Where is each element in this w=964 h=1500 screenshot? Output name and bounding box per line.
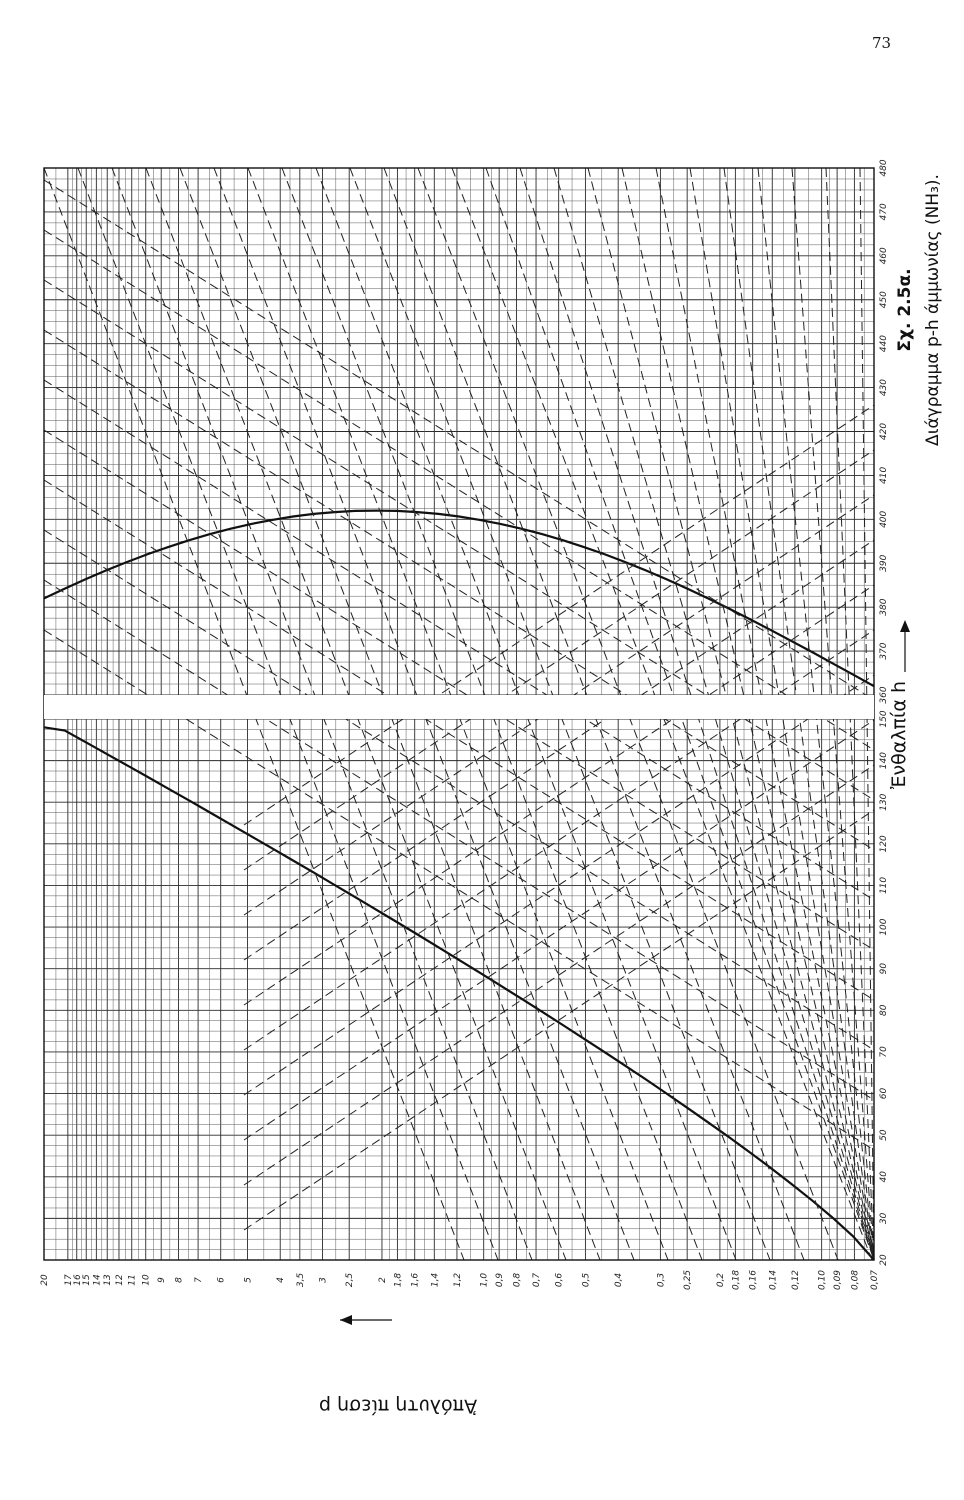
pressure-tick-label: 16 bbox=[72, 1274, 83, 1286]
pressure-tick bbox=[453, 1273, 463, 1288]
chart-break-strip bbox=[44, 695, 874, 719]
pressure-tick-label: 0,08 bbox=[850, 1269, 861, 1291]
pressure-tick-label: 0,4 bbox=[614, 1272, 625, 1288]
pressure-tick-label: 0,18 bbox=[731, 1269, 742, 1291]
enthalpy-tick bbox=[879, 963, 889, 975]
pressure-tick-label: 8 bbox=[174, 1277, 185, 1283]
page-number: 73 bbox=[872, 34, 892, 52]
enthalpy-tick bbox=[879, 1254, 889, 1266]
enthalpy-tick-label: 140 bbox=[879, 752, 889, 770]
enthalpy-tick bbox=[879, 642, 889, 659]
pressure-tick-label: 0,5 bbox=[581, 1272, 592, 1288]
pressure-tick bbox=[296, 1273, 306, 1288]
enthalpy-tick-label: 20 bbox=[879, 1254, 889, 1266]
y-axis-title-text: Ἀπόλυτη πίεση p bbox=[318, 1395, 478, 1417]
enthalpy-tick bbox=[879, 247, 889, 264]
enthalpy-tick bbox=[879, 379, 889, 396]
enthalpy-tick bbox=[879, 335, 889, 352]
pressure-tick-label: 9 bbox=[157, 1277, 168, 1283]
caption-sub bbox=[923, 174, 943, 446]
enthalpy-tick-label: 440 bbox=[879, 335, 889, 353]
pressure-tick-label: 12 bbox=[114, 1274, 125, 1286]
pressure-tick bbox=[480, 1273, 490, 1288]
pressure-tick bbox=[683, 1270, 693, 1290]
pressure-tick-label: 1,4 bbox=[430, 1272, 441, 1288]
pressure-tick bbox=[174, 1277, 184, 1283]
enthalpy-tick bbox=[879, 1004, 889, 1016]
pressure-tick bbox=[142, 1274, 152, 1286]
pressure-tick bbox=[850, 1270, 860, 1290]
enthalpy-tick bbox=[879, 598, 889, 615]
pressure-tick-label: 0,25 bbox=[683, 1269, 694, 1291]
pressure-tick-label: 11 bbox=[127, 1274, 138, 1286]
enthalpy-tick bbox=[879, 1212, 889, 1224]
enthalpy-tick-label: 150 bbox=[879, 710, 889, 728]
pressure-tick-label: 17 bbox=[63, 1274, 74, 1286]
enthalpy-tick-label: 90 bbox=[879, 962, 889, 975]
pressure-tick-label: 7 bbox=[194, 1277, 205, 1283]
pressure-tick-label: 14 bbox=[92, 1274, 103, 1286]
pressure-tick bbox=[731, 1270, 741, 1290]
x-axis-title bbox=[888, 681, 910, 789]
pressure-tick bbox=[103, 1274, 113, 1286]
enthalpy-tick-label: 80 bbox=[879, 1004, 889, 1017]
pressure-tick bbox=[512, 1273, 522, 1288]
pressure-tick bbox=[194, 1277, 204, 1283]
enthalpy-tick bbox=[879, 467, 889, 484]
pressure-tick bbox=[818, 1270, 828, 1290]
pressure-tick bbox=[495, 1273, 505, 1288]
pressure-tick-label: 1,2 bbox=[452, 1272, 463, 1288]
pressure-tick bbox=[40, 1274, 50, 1286]
pressure-tick bbox=[791, 1270, 801, 1290]
isentrope-line bbox=[44, 180, 874, 700]
caption-title: Σχ. 2.5α. bbox=[895, 268, 915, 352]
pressure-tick bbox=[656, 1273, 666, 1288]
pressure-tick bbox=[92, 1274, 102, 1286]
isentrope-line bbox=[44, 230, 874, 750]
pressure-tick-label: 3 bbox=[318, 1277, 329, 1283]
x-axis-title-text: Ἐνθαλπία h bbox=[888, 681, 910, 789]
pressure-tick bbox=[157, 1277, 167, 1283]
y-axis-title bbox=[319, 1395, 477, 1417]
enthalpy-tick-label: 120 bbox=[879, 835, 889, 853]
pressure-tick-label: 2 bbox=[377, 1277, 388, 1283]
enthalpy-tick-label: 380 bbox=[879, 598, 889, 616]
chart-tick-labels bbox=[40, 159, 889, 1290]
pressure-tick-label: 0,2 bbox=[715, 1272, 726, 1288]
pressure-tick bbox=[749, 1270, 759, 1290]
saturated-liquid-curve bbox=[44, 727, 874, 1260]
enthalpy-tick bbox=[879, 1171, 889, 1183]
caption bbox=[895, 268, 915, 351]
pressure-tick bbox=[115, 1274, 125, 1286]
pressure-tick bbox=[393, 1273, 403, 1288]
pressure-tick bbox=[243, 1277, 253, 1283]
enthalpy-tick-label: 410 bbox=[879, 466, 889, 485]
enthalpy-tick bbox=[879, 793, 889, 810]
pressure-tick bbox=[82, 1274, 92, 1286]
enthalpy-tick bbox=[879, 1088, 889, 1100]
pressure-tick bbox=[318, 1277, 328, 1283]
enthalpy-tick-label: 30 bbox=[879, 1212, 889, 1225]
y-axis-arrow bbox=[340, 1315, 392, 1325]
enthalpy-tick-label: 360 bbox=[879, 686, 889, 704]
pressure-tick bbox=[217, 1277, 227, 1283]
enthalpy-tick bbox=[879, 159, 889, 176]
enthalpy-tick-label: 110 bbox=[879, 876, 889, 895]
pressure-tick-label: 0,09 bbox=[833, 1269, 844, 1291]
pressure-tick-label: 0,10 bbox=[817, 1269, 828, 1291]
enthalpy-tick bbox=[879, 203, 889, 220]
pressure-tick bbox=[532, 1273, 542, 1288]
pressure-tick bbox=[430, 1273, 440, 1288]
pressure-tick-label: 0,07 bbox=[870, 1269, 880, 1291]
pressure-tick bbox=[833, 1270, 843, 1290]
pressure-tick bbox=[614, 1273, 624, 1288]
pressure-tick bbox=[128, 1274, 138, 1285]
enthalpy-tick bbox=[879, 877, 889, 894]
enthalpy-tick bbox=[879, 510, 889, 527]
pressure-tick bbox=[555, 1273, 565, 1288]
enthalpy-tick-label: 100 bbox=[879, 918, 889, 936]
x-axis-arrow bbox=[900, 620, 910, 672]
pressure-tick-label: 0,3 bbox=[656, 1272, 667, 1288]
enthalpy-tick bbox=[879, 291, 889, 308]
enthalpy-tick-label: 50 bbox=[879, 1129, 889, 1141]
pressure-tick-label: 0,8 bbox=[512, 1272, 523, 1288]
enthalpy-tick-label: 430 bbox=[879, 378, 889, 397]
enthalpy-tick-label: 390 bbox=[879, 554, 889, 572]
enthalpy-tick-label: 70 bbox=[879, 1046, 889, 1058]
isentrope-line bbox=[44, 430, 874, 950]
enthalpy-tick-label: 60 bbox=[879, 1087, 889, 1100]
pressure-tick-label: 0,9 bbox=[495, 1272, 506, 1288]
pressure-tick bbox=[276, 1277, 286, 1283]
saturated-vapour-curve bbox=[44, 511, 874, 687]
pressure-tick-label: 6 bbox=[216, 1277, 227, 1283]
pressure-tick bbox=[716, 1273, 726, 1288]
enthalpy-tick bbox=[879, 918, 889, 935]
enthalpy-tick-label: 470 bbox=[879, 203, 889, 221]
enthalpy-tick-label: 460 bbox=[879, 247, 889, 265]
pressure-tick-label: 1,8 bbox=[393, 1272, 404, 1288]
pressure-tick bbox=[378, 1277, 388, 1283]
pressure-tick-label: 1,0 bbox=[479, 1272, 490, 1288]
pressure-tick-label: 15 bbox=[82, 1274, 93, 1286]
pressure-tick-label: 2,5 bbox=[345, 1272, 356, 1288]
enthalpy-tick bbox=[879, 554, 889, 571]
isentrope-line bbox=[44, 580, 874, 1100]
enthalpy-tick bbox=[879, 835, 889, 852]
pressure-tick bbox=[411, 1273, 421, 1288]
pressure-tick bbox=[345, 1273, 355, 1288]
pressure-tick-label: 0,14 bbox=[768, 1269, 779, 1291]
pressure-tick-label: 0,7 bbox=[532, 1272, 543, 1288]
enthalpy-tick bbox=[879, 1046, 889, 1058]
caption-subtitle: Διάγραμμα p-h άμμωνίας (NH₃). bbox=[923, 174, 943, 446]
enthalpy-tick-label: 420 bbox=[879, 422, 889, 441]
enthalpy-tick-label: 400 bbox=[879, 510, 889, 528]
enthalpy-tick-label: 450 bbox=[879, 291, 889, 309]
pressure-tick-label: 1,6 bbox=[410, 1272, 421, 1288]
pressure-tick bbox=[768, 1270, 778, 1290]
pressure-tick-label: 0,6 bbox=[554, 1272, 565, 1288]
pressure-tick-label: 5 bbox=[243, 1277, 254, 1283]
enthalpy-tick-label: 480 bbox=[879, 159, 889, 177]
pressure-tick-label: 3,5 bbox=[295, 1272, 306, 1288]
enthalpy-tick-label: 130 bbox=[879, 793, 889, 811]
pressure-tick-label: 0,12 bbox=[790, 1269, 801, 1291]
pressure-tick-label: 10 bbox=[141, 1274, 152, 1286]
pressure-tick-label: 13 bbox=[103, 1274, 114, 1286]
pressure-tick-label: 4 bbox=[276, 1277, 287, 1283]
pressure-tick bbox=[870, 1270, 880, 1290]
pressure-tick-label: 20 bbox=[40, 1274, 50, 1286]
enthalpy-tick bbox=[879, 1129, 889, 1141]
enthalpy-tick bbox=[879, 423, 889, 440]
enthalpy-tick-label: 40 bbox=[879, 1171, 889, 1183]
enthalpy-tick-label: 370 bbox=[879, 642, 889, 660]
pressure-tick-label: 0,16 bbox=[748, 1269, 759, 1291]
pressure-tick bbox=[581, 1273, 591, 1288]
